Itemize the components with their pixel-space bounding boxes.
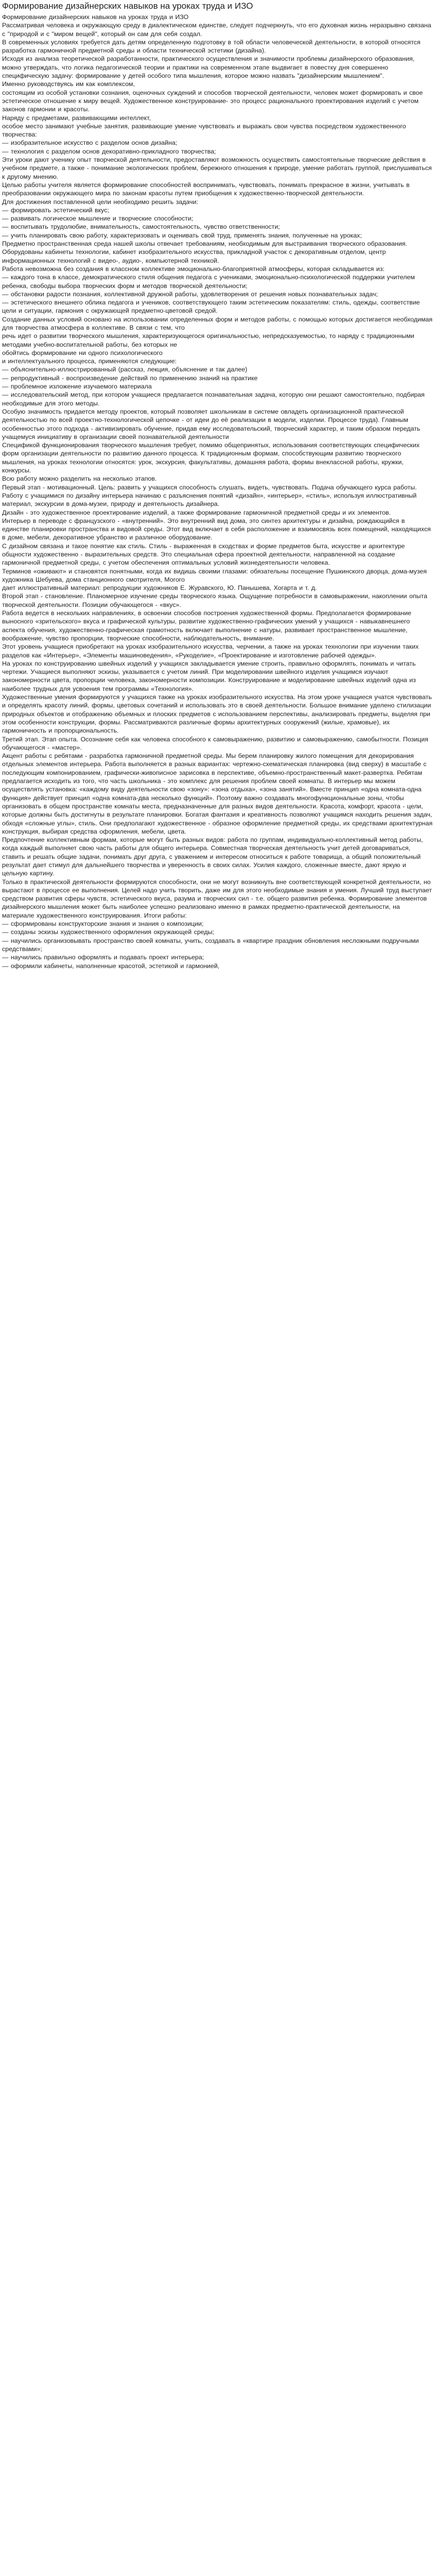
paragraph: Художественные умения формируются у учащихся также на уроках изобразительного искусства. На этом уроке учащиеся учатся чувствовать и определять красоту линий, формы, цветовых сочетаний и использовать это в своей деятельности. Большое внимание уделено стилизации природных объектов и отображению объемных и плоских предметов с использованием перспективы, анализировать предметы, выделяя при этом особенности конструкции, формы. Рассматриваются различные формы архитектурных сооружений (жилые, храмовые), их гармоничность и пропорциональность. [2,693,432,735]
paragraph: Работа ведется в нескольких направлениях, в освоении способов построения художественной формы. Предполагается формирование выносного «зрительского» вкуса и графической культуры, развитие художественно-графических умений у учащихся - навыкавнешнего аспекта обучения, художественно-графическая грамотность включает выполнение с натуры, развивает пространственное мышление, воображение, чувство пропорции, творческие способности, наблюдательность, внимание. [2,609,411,642]
paragraph: Спецификой функционирования творческого мышления требует, помимо общепринятых, использования соответствующих специфических форм организации деятельности по развитию данного процесса. К традиционным формам, способствующим развитию творческого мышления, на уроках технологии относятся: урок, экскурсия, факультативы, домашняя работа, формы внеклассной работы, кружки, конкурсы. [2,442,420,474]
paragraph: речь идет о развитии творческого мышления, характеризующегося оригинальностью, непредсказуемостью, то наряду с традиционными методами учебно-воспитательной работы, без которых не [2,332,414,348]
list-item: — научились организовывать пространство своей комнаты, учить, создавать в «квартире праздник обновления несложными подручными средствами»; [2,937,419,953]
page-title: Формирование дизайнерских навыков на уроках труда и ИЗО [2,1,253,11]
paragraph: Исходя из анализа теоретической разработанности, практического осуществления и значимости проблемы дизайнерского образования, можно утверждать, что логика педагогической теории и практики на современном этапе выдвигает в повестку дня совершенно специфическую задачу: формирование у детей особого типа мышления, которое можно назвать "дизайнерским мышлением". [2,55,415,80]
list-item: — исследовательский метод, при котором учащиеся предлагается познавательная задача, которую они решают самостоятельно, подбирая необходимые для этого методы. [2,391,425,407]
paragraph: С дизайном связана и такое понятие как стиль. Стиль - выраженная в сходствах и форме предметов быта, искусстве и архитектуре общности художественно - выразительных средств. Это специальная сфера проектной деятельности, направленной на создание гармоничной предметной среды, с учетом обеспечения оптимальных условий жизнедеятельности человека. [2,542,405,567]
page-subtitle: Формирование дизайнерских навыков на уроках труда и ИЗО [2,13,189,21]
paragraph: Наряду с предметами, развивающими интеллект, [2,114,151,122]
paragraph: дает иллюстративный материал: репродукции художников Е. Журавского, Ю. Панышева, Хогарта и т. д. [2,584,317,592]
list-item: — формировать эстетический вкус; [2,206,109,214]
document-page [0,1,434,970]
paragraph: Третий этап. Этап опыта. Осознание себя как человека способного к самовыражению, развитию и самовыражению, самобытности. Позиция обучающегося - «мастер». [2,735,428,751]
list-item: — каждого тона в классе, демократического стиля общения педагога с учениками, эмоционально-психологической поддержки учителем ребенка, свободы выбора творческих форм и методов творческой деятельности; [2,274,415,290]
paragraph: На уроках по конструированию швейных изделий у учащихся закладывается умение строить, правильно оформлять, понимать и читать чертежи. Учащиеся выполняют эскизы, указывается с учетом линий. При моделировании швейного изделия учащимся изучают закономерности цвета, пропорции человека, закономерности композиции. Конструирование и моделирование швейных изделий одна из наиболее трудных для усвоения тем программы «Технология». [2,659,416,692]
paragraph: Оборудованы кабинеты технологии, кабинет изобразительного искусства, прикладной участок с декоративным отделом, центр информационных технологий с видео-, аудио-, компьютерной техникой. [2,248,386,264]
paragraph: В современных условиях требуется дать детям определенную подготовку в той области человеческой деятельности, в которой относятся разработка гармоничной предметной среды и области технической эстетики (дизайна). [2,38,421,55]
list-item: — обстановки радости познания, коллективной дружной работы, удовлетворения от решения новых познавательных задач; [2,290,378,298]
list-item: — воспитывать трудолюбие, внимательность, самостоятельность, чувство ответственности; [2,223,280,231]
list-item: — объяснительно-иллюстрированный (рассказ, лекция, объяснение и так далее) [2,366,248,374]
article-body [2,21,433,970]
paragraph: Особую значимость придается методу проектов, который позволяет школьникам в системе овладеть организационной практической деятельностью по всей проектно-технологической цепочке - от идеи до её реализации в модели, изделии. Процессе труда). Главным особенностью этого подхода - активизировать обучение, придав ему исследовательский, творческий характер, и таким образом передать учащемуся инициативу в организации своей познавательной деятельности [2,408,421,440]
paragraph: особое место занимают учебные занятия, развивающие умение чувствовать и выражать свои чувства посредством художественного творчества: [2,122,406,139]
paragraph: Для достижения поставленной цели необходимо решить задачи: [2,198,198,206]
paragraph: Дизайн - это художественное проектирование изделий, а также формирование гармоничной предметной среды и их элементов. [2,509,391,516]
list-item: — проблемное изложение изучаемого материала [2,383,152,391]
list-item: — изобразительное искусство с разделом основ дизайна; [2,139,178,147]
paragraph: Предпочтение коллективным формам, которые могут быть разных видов: работа по группам, индивидуально-коллективный метод работы, когда каждый выполняет свою часть работы для общего интерьера. Совместная творческая деятельность учит детей договариваться, ставить и решать общие задачи, понимать друг друга, с уважением и интересом относиться к работе товарища, а общий положительный результат дает стимул для дальнейшего творчества и уверенность в своих силах. Усилия каждого, сложенные вместе, дают яркую и цельную картину. [2,836,423,877]
paragraph: Терминов «оживают» и становятся понятными, когда их видишь своими глазами: обязательны посещение Пушкинского дворца, дома-музея художника Шебуева, дома станционного смотрителя, Могого [2,567,427,583]
paragraph: и интеллектуального процесса, применяются следующие: [2,358,177,365]
list-item: — эстетического внешнего облика педагога и учеников, соответствующего таким эстетическим показателям: стиль, одежды, соответствие цели и ситуации, гармония с окружающей предметно-цветовой средой. [2,299,420,315]
paragraph: Этот уровень учащиеся приобретают на уроках изобразительного искусства, черчении, а также на уроках технологии при изучении таких разделов как «Интерьер», «Элементы машиноведения», «Рукоделие», «Проектирование и изготовление рабочей одежды». [2,643,419,659]
paragraph: Первый этап - мотивационный. Цель: развить у учащихся способность слушать, видеть, чувствовать. Подача обучающего курса работы. [2,483,417,491]
paragraph: Рассматривая человека и окружающую среду в диалектическом единстве, следует подчеркнуть, что его духовная жизнь неразрывно связана с "природой и с "миром вещей", который он сам для себя создал. [2,22,431,38]
paragraph: Второй этап - становление. Планомерное изучение среды творческого языка. Ощущение потребности в самовыражении, накоплении опыта творческой деятельности. Позиции обучающегося - «вкус». [2,592,427,608]
paragraph: Акцент работы с ребятами - разработка гармоничной предметной среды. Мы берем планировку жилого помещения для декорирования отдельных элементов интерьера. Работа выполняется в разных вариантах: чертежно-схематическая планировка (вид сверху) в масштабе с последующим компонированием, графически-живописное зарисовка в перспективе, объемно-пространственный макет-развертка. Ребятам предлагается исходить из того, что часть школьника - это комплекс для решения проблем своей комнаты. В интерьер мы можем осуществлять установка: «каждому виду деятельности свою «зону»: «зона отдыха», «зона занятий». Вместе принцип «одна комната-одна функция» действует принцип «одна комната-два несколько функций». Поэтому важно создавать многофункциональные зоны, чтобы организовать в общем пространстве комнаты места, предназначенные для разных видов деятельности. Красота, комфорт, красота - цели, которые должны быть достигнуты в результате планировки. Богатая фантазия и креативность позволяют учащимся находить решения задач, обходя «сложные углы», стиль. Они предполагают художественное - образное оформление предметной среды, их средствами архитектурная конструкция, выбирая средства оформления, мебели, цвета. [2,752,433,835]
list-item: — технология с разделом основ декоративно-прикладного творчества; [2,147,216,155]
list-item: — научились правильно оформлять и подавать проект интерьера; [2,954,204,961]
paragraph: Всю работу можно разделить на несколько этапов. [2,475,157,483]
list-item: — учить планировать свою работу, характеризовать и оценивать свой труд, применять знания, полученные на уроках; [2,231,362,239]
list-item: — развивать логическое мышление и творческие способности; [2,215,194,223]
list-item: — сформированы конструкторские знания и знания о композиции; [2,920,204,928]
list-item: — репродуктивный - воспроизведение действий по применению знаний на практике [2,374,258,382]
paragraph: Интерьер в переводе с французского - «внутренний». Это внутренний вид дома, это синтез архитектуры и дизайна, рождающийся в единстве планировки пространства и видовой среды. Этот вид включает в себя расположение и взаимосвязь всех помещений, находящихся в доме, мебели, декоративное убранство и различное оборудование. [2,517,431,541]
paragraph: Только в практической деятельности формируются способности, они не могут возникнуть вне соответствующей конкретной деятельности, но вырастают в процессе ее выполнения. Целей надо учить творить, даже им для этого необходимые знания и умения. Лучший труд выступает средством развития сферы чувств, эстетического вкуса, разума и творческих сил - т.е. общего развития ребенка. Формирование элементов дизайнерского мышления может быть наиболее успешно реализовано именно в рамках предметно-практической деятельности, на материале художественного конструирования. Итоги работы: [2,878,432,919]
paragraph: Работу с учащимися по дизайну интерьера начинаю с разъяснения понятий «дизайн», «интерьер», «стиль», используя иллюстративный материал, экскурсии в дома-музеи, природу и деятельность дизайнера. [2,492,417,508]
paragraph: Эти уроки дают ученику опыт творческой деятельности, предоставляют возможность осуществить самостоятельные творческие действия в учебном предмете, а также - понимание экологических проблем, бережного отношения к природе, умение работать группой, прислушиваться к другому мнению. [2,156,432,180]
paragraph: Целью работы учителя является формирование способностей воспринимать, чувствовать, понимать прекрасное в жизни, учитывать в преобразовании окружающего мира по законам красоты путем приобщения к художественно-творческой деятельности. [2,181,410,197]
paragraph: Именно руководствуясь им как комплексом, [2,80,135,88]
paragraph: состоящим из особой установки сознания, оценочных суждений и способов творческой деятельности, человек может формировать и свое эстетическое отношение к миру вещей. Художественное конструирование- это процесс рационального проектирования изделий с учетом законов гармонии и красоты. [2,89,423,113]
paragraph: Работа невозможна без создания в классном коллективе эмоционально-благоприятной атмосферы, которая складывается из: [2,265,385,273]
paragraph: Предметно пространственная среда нашей школы отвечает требованиям, необходимым для выстраивания творческого образования. [2,240,407,248]
list-item: — оформили кабинеты, наполненные красотой, эстетикой и гармонией, [2,962,220,970]
list-item: — созданы эскизы художественного оформления окружающей среды; [2,928,214,936]
paragraph: Создание данных условий основано на использовании определенных форм и методов работы, с помощью которых достигается необходимая для творчества атмосфера в коллективе. В связи с тем, что [2,315,433,331]
paragraph: обойтись формирование ни одного психологического [2,349,163,357]
